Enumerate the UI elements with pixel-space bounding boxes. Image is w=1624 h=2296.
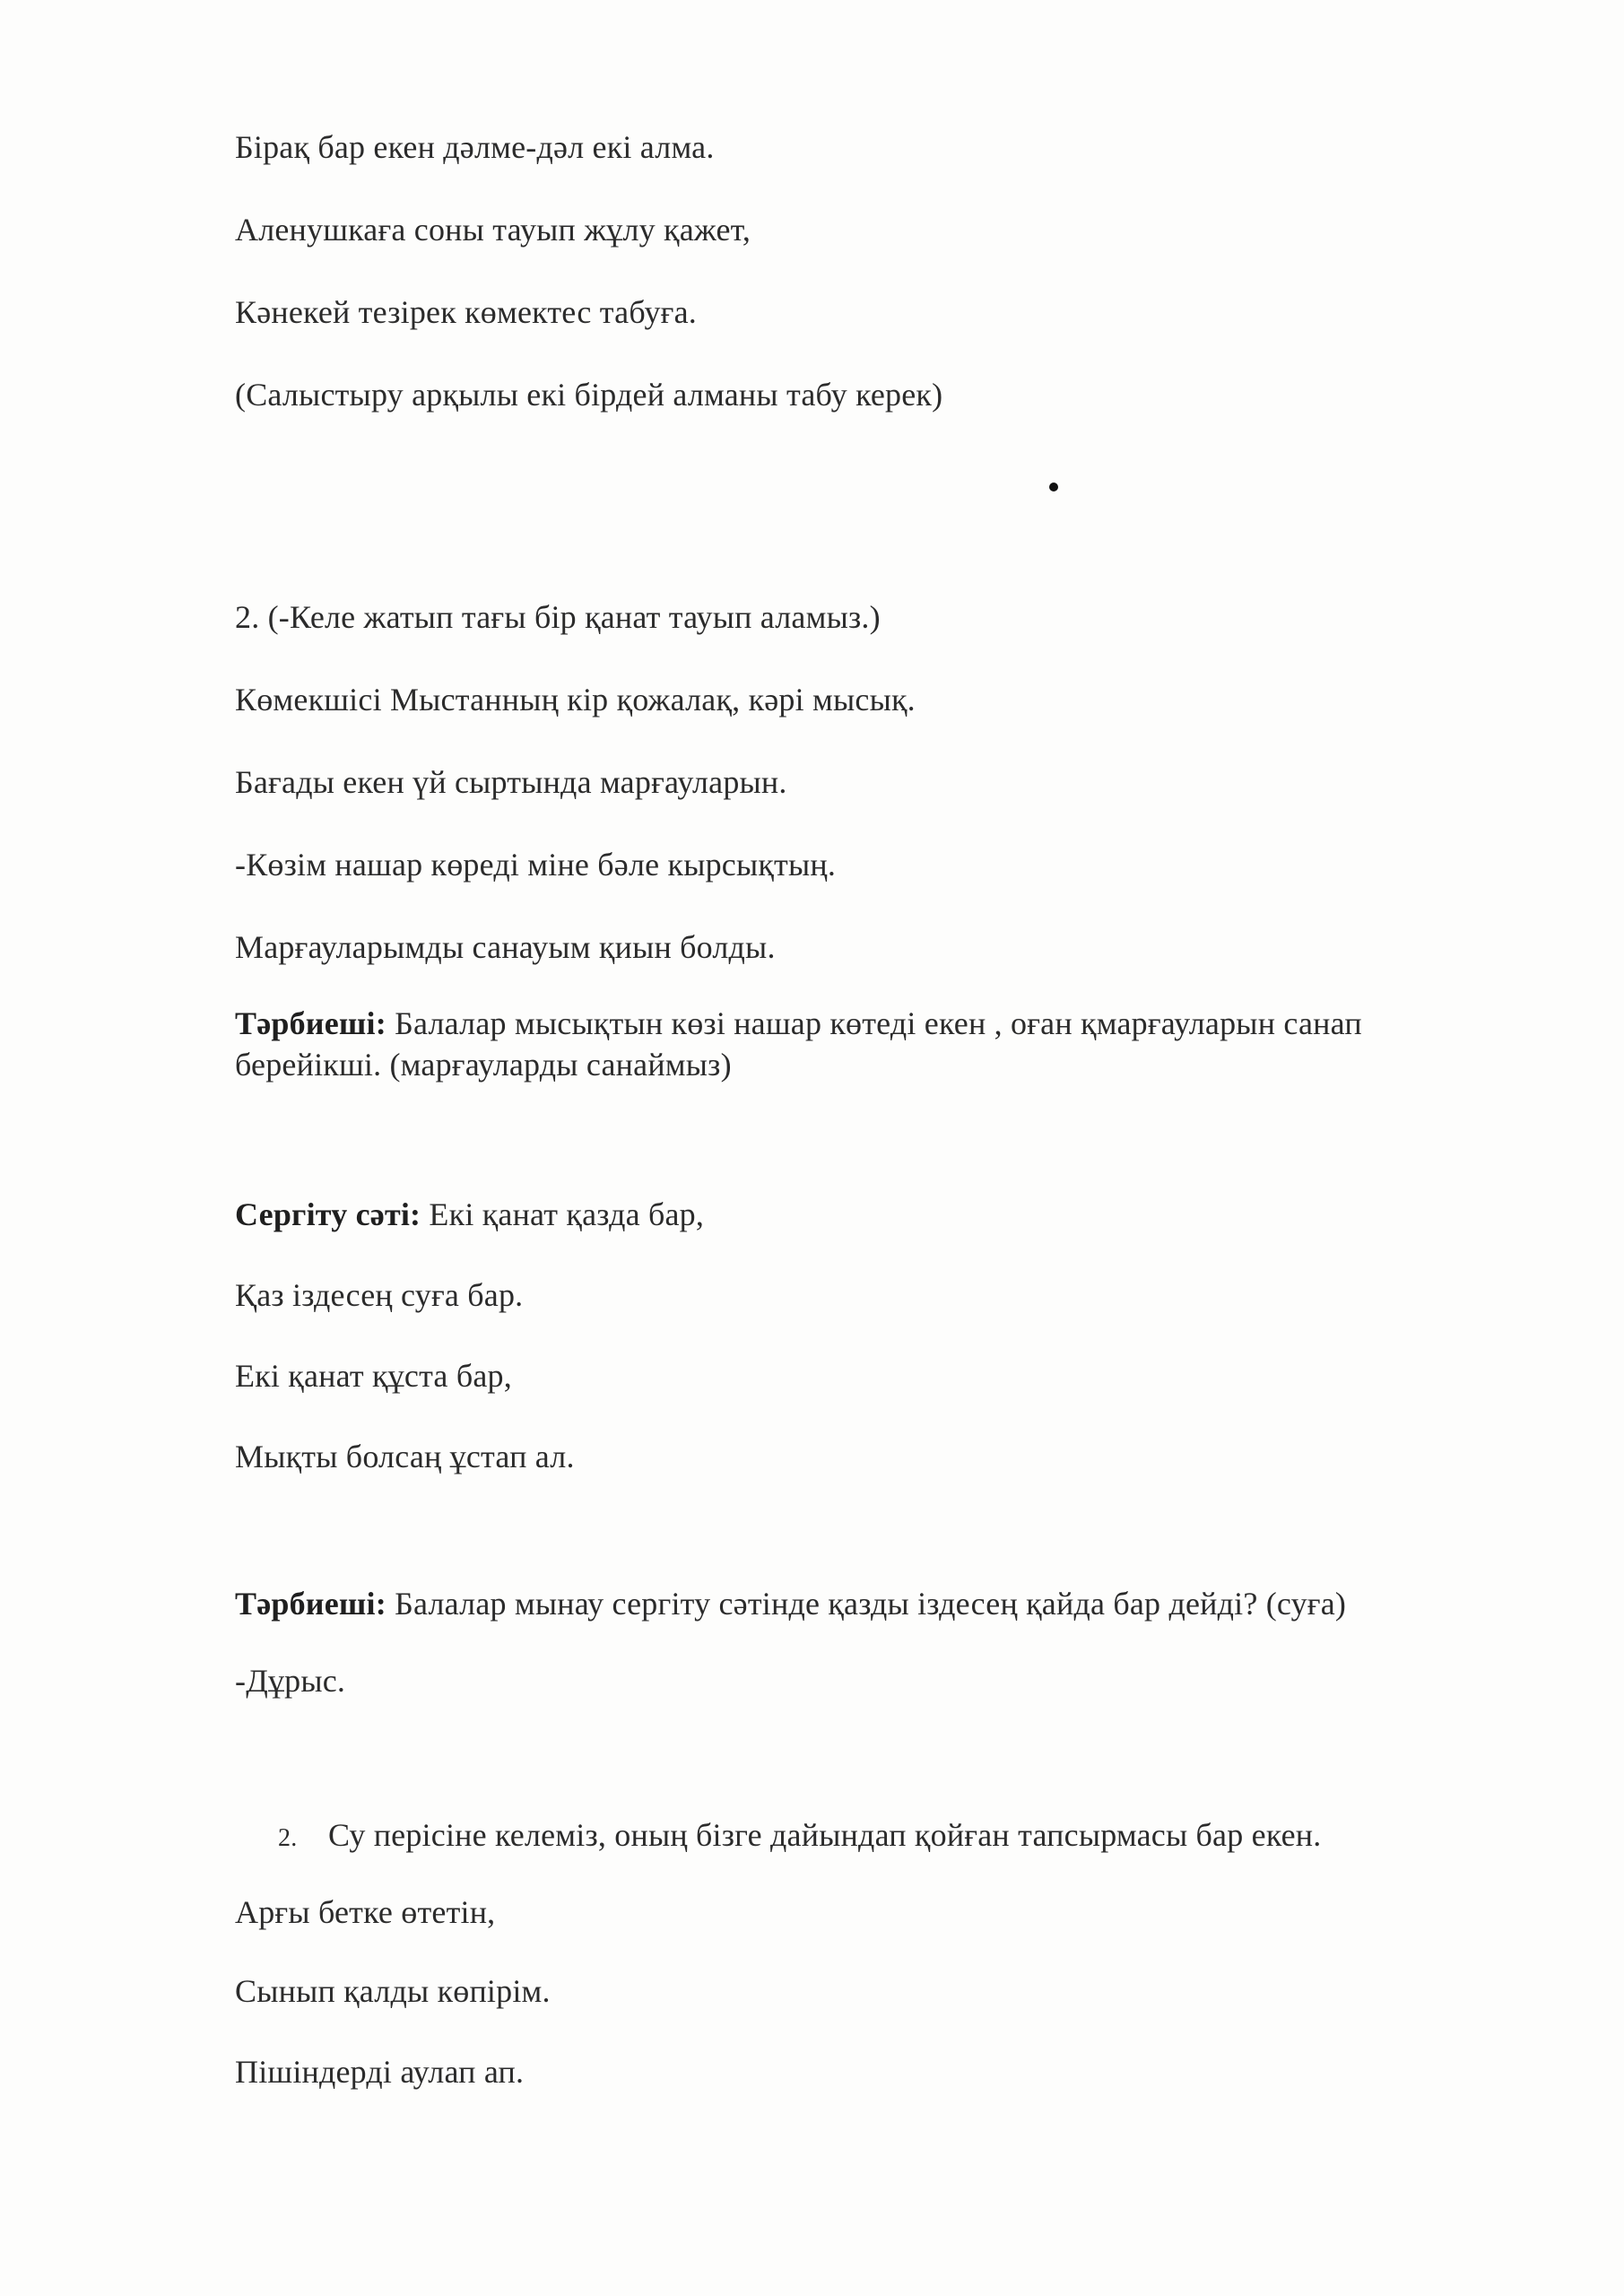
text-line: Қаз іздесең суға бар. xyxy=(235,1277,524,1313)
text-line: 2. (-Келе жатып тағы бір қанат тауып аламыз.) xyxy=(235,599,881,635)
text-line: Кәнекей тезірек көмектес табуға. xyxy=(235,294,698,330)
text-line: (Салыстыру арқылы екі бірдей алманы табу керек) xyxy=(235,377,943,413)
text-line: -Дұрыс. xyxy=(235,1663,346,1699)
text-line: Көмекшісі Мыстанның кір қожалақ, кәрі мысық. xyxy=(235,682,916,718)
speaker-label: Тәрбиеші: xyxy=(235,1586,386,1622)
text-line: Сергіту сәті: Екі қанат қазда бар, xyxy=(235,1196,705,1232)
text-line: Тәрбиеші: Балалар мынау сергіту сәтінде қазды іздесең қайда бар дейді? (суға) xyxy=(235,1586,1347,1622)
text-line: Мықты болсаң ұстап ал. xyxy=(235,1439,575,1474)
section-label: Сергіту сәті: xyxy=(235,1196,421,1232)
text-line: Екі қанат құста бар, xyxy=(235,1358,512,1394)
ink-dot xyxy=(1049,483,1058,491)
text-line: Бағады екен үй сыртында марғауларын. xyxy=(235,764,787,800)
text-line: Марғауларымды санауым қиын болды. xyxy=(235,929,776,965)
text-line: Бірақ бар екен дәлме-дәл екі алма. xyxy=(235,129,715,165)
text-line: Арғы бетке өтетін, xyxy=(235,1894,496,1930)
item-number: 2. xyxy=(278,1824,298,1852)
text-line: -Көзім нашар көреді міне бәле кырсықтың. xyxy=(235,847,837,883)
text-line: Сынып қалды көпірім. xyxy=(235,1973,551,2009)
numbered-item: 2. Су перісіне келеміз, оның бізге дайындап қойған тапсырмасы бар екен. xyxy=(278,1815,1321,1858)
paragraph-educator: Тәрбиеші: Балалар мысықтын көзі нашар көтеді екен , оған қмарғауларын санап берейікші. (марғауларды санаймыз) xyxy=(235,1005,1362,1083)
text-line: Пішіндерді аулап ап. xyxy=(235,2054,525,2090)
speaker-label: Тәрбиеші: xyxy=(235,1005,386,1041)
text-line: Аленушкаға соны тауып жұлу қажет, xyxy=(235,212,751,248)
